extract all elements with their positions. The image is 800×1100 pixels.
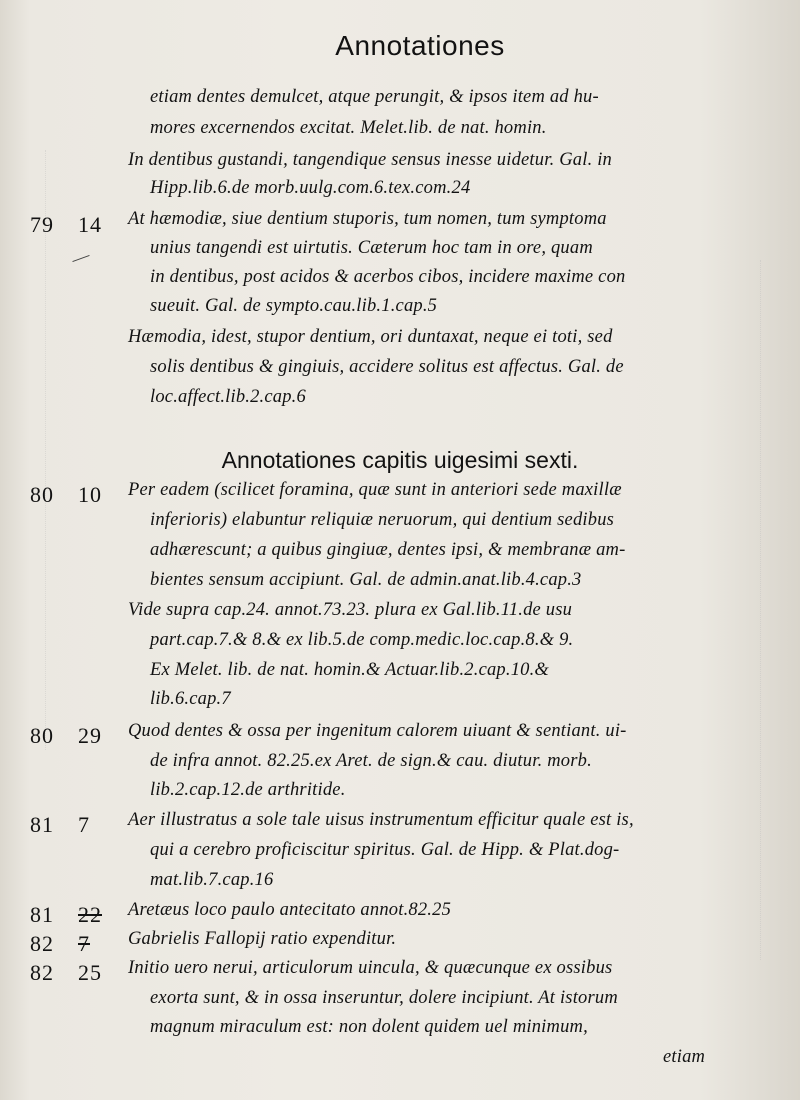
- text-line: lib.6.cap.7: [150, 689, 231, 709]
- text-line: Quod dentes & ossa per ingenitum calorem uiuant & sentiant. ui-: [128, 721, 627, 741]
- text-line: in dentibus, post acidos & acerbos cibos, incidere maxime con: [150, 267, 626, 287]
- ref-page-number: 81: [30, 902, 54, 927]
- text-line: lib.2.cap.12.de arthritide.: [150, 780, 346, 800]
- text-line: Gabrielis Fallopij ratio expenditur.: [128, 929, 397, 949]
- ref-line-number: 7: [78, 812, 90, 837]
- text-line: inferioris) elabuntur reliquiæ neruorum, qui dentium sedibus: [150, 510, 615, 530]
- ref-line-number: 7: [78, 931, 90, 956]
- ref-page-number: 80: [30, 482, 54, 507]
- text-line: Vide supra cap.24. annot.73.23. plura ex Gal.lib.11.de usu: [128, 600, 573, 620]
- text-line: unius tangendi est uirtutis. Cæterum hoc tam in ore, quam: [150, 238, 593, 258]
- text-line: qui a cerebro proficiscitur spiritus. Gal. de Hipp. & Plat.dog-: [150, 840, 620, 860]
- text-line: adhærescunt; a quibus gingiuæ, dentes ipsi, & membranæ am-: [150, 540, 626, 560]
- text-line: part.cap.7.& 8.& ex lib.5.de comp.medic.loc.cap.8.& 9.: [150, 630, 574, 650]
- ref-line-number: 29: [78, 723, 102, 748]
- text-line: solis dentibus & gingiuis, accidere solitus est affectus. Gal. de: [150, 357, 624, 377]
- text-line: Per eadem (scilicet foramina, quæ sunt in anteriori sede maxillæ: [128, 480, 622, 500]
- text-line: Aretæus loco paulo antecitato annot.82.25: [128, 900, 452, 920]
- catchword: etiam: [663, 1047, 706, 1067]
- text-line: sueuit. Gal. de sympto.cau.lib.1.cap.5: [150, 296, 438, 316]
- text-line: de infra annot. 82.25.ex Aret. de sign.& cau. diutur. morb.: [150, 751, 592, 771]
- text-line: mores excernendos excitat. Melet.lib. de nat. homin.: [150, 118, 547, 138]
- page-title: Annotationes: [335, 30, 505, 61]
- text-line: loc.affect.lib.2.cap.6: [150, 387, 306, 407]
- ref-page-number: 82: [30, 960, 54, 985]
- ref-line-number: 25: [78, 960, 102, 985]
- text-line: magnum miraculum est: non dolent quidem uel minimum,: [150, 1017, 588, 1037]
- text-line: exorta sunt, & in ossa inseruntur, dolere incipiunt. At istorum: [150, 988, 618, 1008]
- section-heading: Annotationes capitis uigesimi sexti.: [221, 447, 579, 473]
- ref-line-number: 22: [78, 902, 102, 927]
- ref-page-number: 80: [30, 723, 54, 748]
- text-line: Aer illustratus a sole tale uisus instrumentum efficitur quale est is,: [128, 810, 634, 830]
- text-line: In dentibus gustandi, tangendique sensus inesse uidetur. Gal. in: [128, 150, 613, 170]
- text-line: Hæmodia, idest, stupor dentium, ori duntaxat, neque ei toti, sed: [128, 327, 613, 347]
- text-line: At hæmodiæ, siue dentium stuporis, tum nomen, tum symptoma: [128, 209, 607, 229]
- text-line: mat.lib.7.cap.16: [150, 870, 274, 890]
- ref-line-number: 10: [78, 482, 102, 507]
- ref-page-number: 79: [30, 212, 54, 237]
- ref-page-number: 81: [30, 812, 54, 837]
- text-line: bientes sensum accipiunt. Gal. de admin.anat.lib.4.cap.3: [150, 570, 582, 590]
- text-line: Hipp.lib.6.de morb.uulg.com.6.tex.com.24: [150, 178, 471, 198]
- ref-page-number: 82: [30, 931, 54, 956]
- text-line: Ex Melet. lib. de nat. homin.& Actuar.lib.2.cap.10.&: [150, 660, 550, 680]
- running-header: [0, 30, 800, 62]
- ref-line-number: 14: [78, 212, 102, 237]
- text-line: Initio uero nerui, articulorum uincula, & quæcunque ex ossibus: [128, 958, 613, 978]
- text-line: etiam dentes demulcet, atque perungit, & ipsos item ad hu-: [150, 87, 599, 107]
